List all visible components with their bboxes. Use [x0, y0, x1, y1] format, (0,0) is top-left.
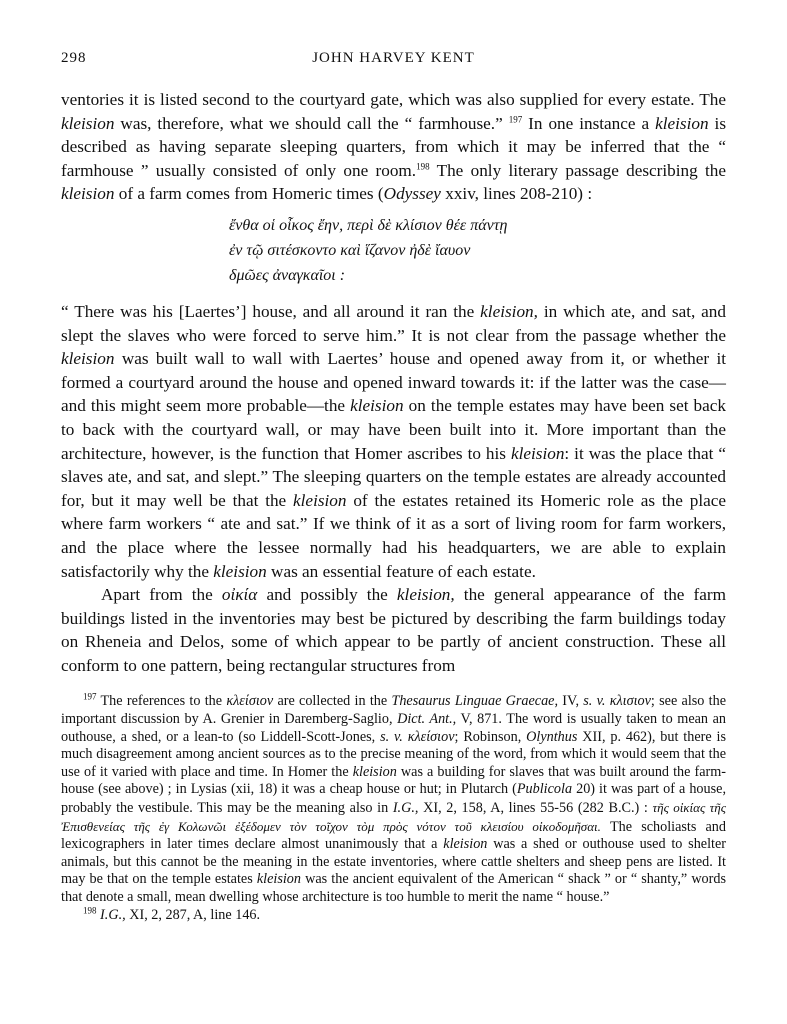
verse-line: δμῶες ἀναγκαῖοι : — [229, 266, 346, 284]
page-header — [61, 50, 726, 74]
page — [61, 50, 726, 924]
body-text — [61, 88, 726, 677]
footnote-197: $^{197}$ The references to the κλείσιον are collected in the Thesaurus Linguae Graecae, IV, s. v. κλισιον; see also the important discussion by A. Grenier in Daremberg-Saglio, Dict. Ant., V, 871. The word is usually taken to mean an outhouse, a shed, or a lean-to (so Liddell-Scott-Jones, s. v. κλείσιον; Robinson, Olynthus XII, p. 462), but there is much disagreement among ancient sources as to the precise meaning of the word, from which it would seem that the use of it varied with place and time. In Homer the kleision was a building for slaves that was built around the farm-house (see above) ; in Lysias (xii, 18) it was a cheap house or hut; in Plutarch (Publicola 20) it was part of a house, probably the vestibule. This may be the meaning also in I.G., XI, 2, 158, A, lines 55-56 (282 B.C.) : τῆς οἰκίας τῆς Ἐπισθενείας τῆς ἐγ Κολωνῶι ἐξέδομεν τὸν τοῖχον τὸμ πρὸς νότον τοῦ κλεισίου οἰκοδομῆσαι. The scholiasts and lexicographers in later times declare almost unanimously that a kleision was a shed or outhouse used to shelter animals, but this cannot be the meaning in the estate inventories, where cattle shelters and sheep pens are listed. It may be that on the temple estates kleision was the ancient equivalent of the American “ shack ” or “ shanty,” words that denote a small, mean dwelling whose architecture is too humble to merit the name “ house.” — [61, 691, 727, 905]
verse-line: ἐν τῷ σιτέσκοντο καὶ ἵζανον ἠδὲ ἴαυον — [229, 241, 471, 259]
paragraph-2: “ There was his [Laertes’] house, and all around it ran the kleision, in which ate, and sat, and slept the slaves who were forced to serve him.” It is not clear from the passage whether the kleision was built wall to wall with Laertes’ house and opened away from it, or whether it formed a courtyard around the house and opened inward towards it: if the latter was the case—and this might seem more probable—the kleision on the temple estates may have been set back to back with the courtyard wall, or may have been built into it. More important than the architecture, however, is the function that Homer ascribes to his kleision: it was the place that “ slaves ate, and sat, and slept.” The sleeping quarters on the temple estates are already accounted for, but it may well be that the kleision of the estates retained its Homeric role as the place where farm workers “ ate and sat.” If we think of it as a sort of living room for farm workers, and the place where the lessee normally had his headquarters, we are able to explain satisfactorily why the kleision was an essential feature of each estate. — [61, 301, 727, 581]
paragraph-1: ventories it is listed second to the courtyard gate, which was also supplied for every estate. The kleision was, therefore, what we should call the “ farmhouse.” $^{197}$ In one instance a kleision is described as having separate sleeping quarters, from which it may be inferred that the “ farmhouse ” usually consisted of only one room.$^{198}$ The only literary passage describing the kleision of a farm comes from Homeric times (Odyssey xxiv, lines 208-210) : — [61, 90, 727, 204]
verse-line: ἔνθα οἱ οἶκος ἔην, περὶ δὲ κλίσιον θέε πάντῃ — [229, 216, 508, 234]
footnote-198: $^{198}$ I.G., XI, 2, 287, A, line 146. — [83, 904, 261, 923]
page-number: 298 — [61, 50, 87, 66]
footnotes — [61, 693, 726, 924]
footnote-ref-197[interactable]: 197 — [508, 113, 523, 124]
paragraph-3: Apart from the οἰκία and possibly the kleision, the general appearance of the farm buildings listed in the inventories may best be pictured by describing the farm buildings today on Rheneia and Delos, some of which appear to be partly of ancient construction. These all conform to one pattern, being rectangular structures from — [61, 585, 727, 675]
greek-verse-quotation — [229, 213, 726, 288]
running-head: JOHN HARVEY KENT — [312, 50, 475, 66]
footnote-ref-198[interactable]: 198 — [416, 161, 430, 172]
